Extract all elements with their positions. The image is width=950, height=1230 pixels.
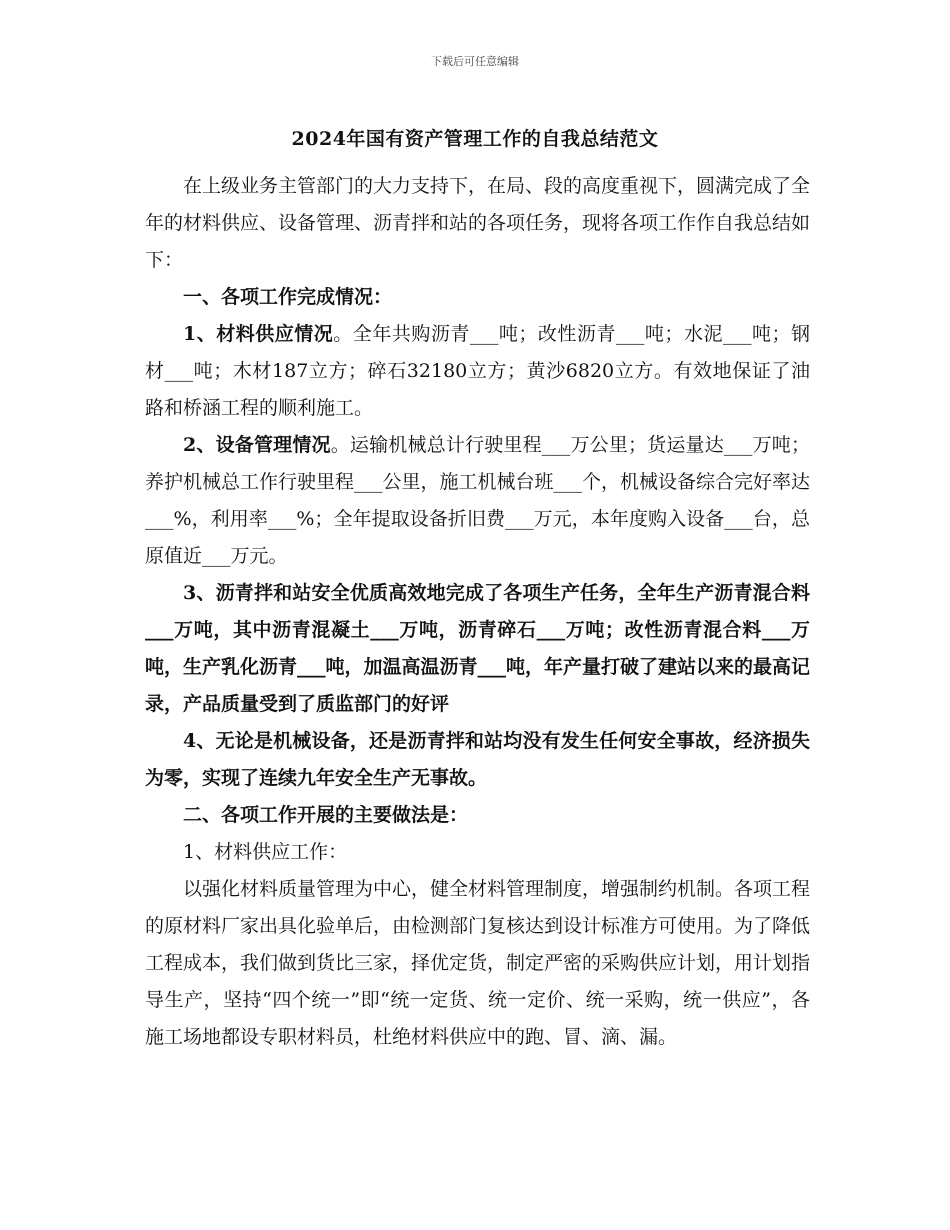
- item-2-paragraph: [145, 427, 810, 575]
- item-2-lead: 2、设备管理情况: [183, 434, 331, 456]
- document-body: [145, 168, 810, 1056]
- item-1-paragraph: [145, 316, 810, 427]
- item-1-lead: 1、材料供应情况: [183, 323, 334, 345]
- item-3-paragraph: 3、沥青拌和站安全优质高效地完成了各项生产任务，全年生产沥青混合料___万吨，其中沥青混凝土___万吨，沥青碎石___万吨；改性沥青混合料___万吨，生产乳化沥青___吨，加温高温沥青___吨，年产量打破了建站以来的最高记录，产品质量受到了质监部门的好评: [145, 582, 811, 715]
- document-title: 2024年国有资产管理工作的自我总结范文: [291, 128, 659, 150]
- section-heading-1: 一、各项工作完成情况：: [183, 286, 393, 308]
- section-heading-2: 二、各项工作开展的主要做法是：: [183, 804, 469, 826]
- page-header-note: 下载后可任意编辑: [431, 55, 519, 68]
- subsection-1-paragraph: 以强化材料质量管理为中心，健全材料管理制度，增强制约机制。各项工程的原材料厂家出具化验单后，由检测部门复核达到设计标准方可使用。为了降低工程成本，我们做到货比三家，择优定货，制定严密的采购供应计划，用计划指导生产，坚持“四个统一”即“统一定货、统一定价、统一采购，统一供应”，各施工场地都设专职材料员，杜绝材料供应中的跑、冒、滴、漏。: [145, 878, 811, 1048]
- item-4-paragraph: 4、无论是机械设备，还是沥青拌和站均没有发生任何安全事故，经济损失为零，实现了连续九年安全生产无事故。: [145, 730, 810, 789]
- item-2-text: 。运输机械总计行驶里程___万公里；货运量达___万吨；养护机械总工作行驶里程___公里，施工机械台班___个，机械设备综合完好率达___%，利用率___%；全年提取设备折旧费___万元，本年度购入设备___台，总原值近___万元。: [145, 434, 811, 567]
- intro-paragraph: 在上级业务主管部门的大力支持下，在局、段的高度重视下，圆满完成了全年的材料供应、设备管理、沥青拌和站的各项任务，现将各项工作作自我总结如下：: [145, 175, 811, 271]
- subsection-heading-1: 1、材料供应工作：: [183, 841, 348, 863]
- item-1-text: 。全年共购沥青___吨；改性沥青___吨；水泥___吨；钢材___吨；木材187立方；碎石32180立方；黄沙6820立方。有效地保证了油路和桥涵工程的顺利施工。: [145, 323, 810, 419]
